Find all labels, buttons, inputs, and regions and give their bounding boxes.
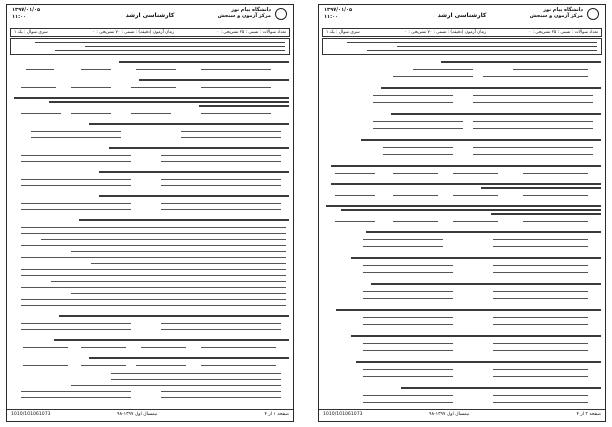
answer-option[interactable] — [21, 113, 61, 114]
answer-option[interactable] — [393, 76, 473, 77]
answer-option[interactable] — [523, 195, 588, 196]
answer-option[interactable] — [413, 69, 473, 70]
answer-option[interactable] — [201, 69, 271, 70]
answer-option[interactable] — [111, 373, 281, 374]
question-text — [341, 209, 601, 211]
answer-option[interactable] — [473, 95, 593, 96]
exam-level-title: کارشناسی ارشد — [437, 12, 487, 19]
answer-option[interactable] — [453, 221, 498, 222]
question-text — [481, 187, 601, 189]
exam-date: ۱۳۹۷/۰۱/۰۵ — [12, 7, 41, 13]
answer-option[interactable] — [23, 365, 68, 366]
question-text — [99, 195, 289, 197]
university-name-line: دانشگاه پیام نور — [231, 7, 271, 13]
question-text — [89, 357, 289, 359]
answer-option[interactable] — [201, 113, 271, 114]
question-text — [361, 139, 601, 141]
answer-option[interactable] — [21, 275, 286, 276]
answer-option[interactable] — [453, 173, 498, 174]
answer-option[interactable] — [131, 87, 176, 88]
answer-option[interactable] — [483, 76, 588, 77]
course-title-line — [397, 46, 597, 47]
answer-option[interactable] — [383, 154, 453, 155]
answer-option[interactable] — [383, 147, 453, 148]
answer-option[interactable] — [453, 195, 498, 196]
question-text — [331, 183, 601, 185]
exam-code: 1010/101061073 — [11, 412, 51, 417]
answer-option[interactable] — [21, 287, 286, 288]
page-header — [7, 5, 293, 27]
exam-info-bar — [322, 28, 602, 37]
answer-option[interactable] — [523, 173, 588, 174]
question-series: سری سوال : یک ۱ — [326, 30, 360, 35]
exam-datetime — [324, 7, 352, 20]
exam-date: ۱۳۹۷/۰۱/۰۵ — [324, 7, 353, 13]
university-name-line: مرکز آزمون و سنجش — [217, 13, 271, 19]
answer-option[interactable] — [363, 239, 443, 240]
question-text — [14, 97, 289, 99]
answer-option[interactable] — [473, 154, 593, 155]
answer-option[interactable] — [161, 203, 281, 204]
answer-option[interactable] — [523, 221, 588, 222]
answer-option[interactable] — [21, 329, 131, 330]
answer-option[interactable] — [71, 113, 111, 114]
answer-option[interactable] — [363, 369, 453, 370]
answer-option[interactable] — [71, 251, 286, 252]
answer-option[interactable] — [335, 195, 375, 196]
question-text — [371, 283, 601, 285]
answer-option[interactable] — [473, 128, 593, 129]
question-text — [401, 387, 601, 389]
answer-option[interactable] — [493, 291, 588, 292]
question-text — [351, 335, 601, 337]
question-text — [109, 147, 289, 149]
answer-option[interactable] — [493, 265, 588, 266]
answer-option[interactable] — [363, 402, 453, 403]
answer-option[interactable] — [335, 173, 375, 174]
answer-option[interactable] — [201, 365, 276, 366]
answer-option[interactable] — [21, 257, 286, 258]
answer-option[interactable] — [363, 265, 453, 266]
page-header — [319, 5, 605, 27]
question-text — [356, 361, 601, 363]
answer-option[interactable] — [81, 365, 126, 366]
answer-option[interactable] — [363, 376, 453, 377]
answer-option[interactable] — [373, 102, 453, 103]
page-footer — [319, 409, 605, 421]
answer-option[interactable] — [71, 293, 286, 294]
answer-option[interactable] — [493, 376, 588, 377]
answer-option[interactable] — [21, 269, 286, 270]
answer-option[interactable] — [21, 397, 131, 398]
question-text — [79, 219, 289, 221]
exam-time: ۱۱:۰۰ — [12, 13, 27, 20]
question-text — [391, 113, 601, 115]
answer-option[interactable] — [131, 113, 171, 114]
answer-option[interactable] — [91, 263, 286, 264]
answer-option[interactable] — [21, 391, 131, 392]
answer-option[interactable] — [363, 324, 453, 325]
answer-option[interactable] — [493, 298, 588, 299]
answer-option[interactable] — [363, 317, 453, 318]
answer-option[interactable] — [393, 221, 438, 222]
field-of-study-line — [367, 50, 597, 51]
answer-option[interactable] — [136, 69, 176, 70]
question-text — [99, 171, 289, 173]
answer-option[interactable] — [161, 397, 281, 398]
page-number: صفحه ۱ از ۴ — [264, 412, 289, 417]
answer-option[interactable] — [136, 365, 186, 366]
answer-option[interactable] — [181, 137, 281, 138]
question-text — [139, 79, 289, 81]
answer-option[interactable] — [161, 161, 281, 162]
page-number: صفحه ۲ از ۴ — [576, 412, 601, 417]
questions-area — [323, 59, 601, 409]
question-text — [336, 309, 601, 311]
question-text — [199, 105, 289, 107]
answer-option[interactable] — [71, 87, 111, 88]
answer-option[interactable] — [373, 121, 463, 122]
course-info-box — [322, 38, 602, 55]
answer-option[interactable] — [21, 185, 131, 186]
answer-option[interactable] — [473, 102, 593, 103]
answer-option[interactable] — [26, 69, 54, 70]
semester-label: نیمسال اول ۱۳۹۷-۹۸ — [117, 412, 158, 417]
exam-info-bar — [10, 28, 290, 37]
answer-option[interactable] — [41, 239, 286, 240]
question-text — [491, 213, 601, 215]
answer-option[interactable] — [21, 245, 286, 246]
answer-option[interactable] — [21, 305, 286, 306]
answer-option[interactable] — [31, 131, 121, 132]
answer-option[interactable] — [363, 298, 453, 299]
exam-duration: زمان آزمون (دقیقه) : تستی : ۷۰ تشریحی : ۰ — [92, 30, 174, 35]
course-info-box — [10, 38, 290, 55]
university-name-line: مرکز آزمون و سنجش — [529, 13, 583, 19]
answer-option[interactable] — [161, 209, 281, 210]
question-text — [54, 339, 289, 341]
page-footer — [7, 409, 293, 421]
course-title-line — [35, 42, 285, 43]
question-text — [119, 61, 289, 63]
answer-option[interactable] — [21, 87, 56, 88]
answer-option[interactable] — [493, 317, 588, 318]
answer-option[interactable] — [393, 195, 438, 196]
answer-option[interactable] — [161, 155, 281, 156]
answer-option[interactable] — [363, 395, 453, 396]
answer-option[interactable] — [201, 87, 271, 88]
question-count: تعداد سوالات : تستی : ۲۵ تشریحی : ۰ — [216, 30, 286, 35]
answer-option[interactable] — [81, 347, 126, 348]
answer-option[interactable] — [111, 379, 281, 380]
answer-option[interactable] — [21, 155, 131, 156]
answer-option[interactable] — [21, 203, 131, 204]
answer-option[interactable] — [373, 95, 453, 96]
answer-option[interactable] — [181, 131, 281, 132]
answer-option[interactable] — [81, 69, 111, 70]
answer-option[interactable] — [31, 137, 121, 138]
answer-option[interactable] — [373, 128, 463, 129]
answer-option[interactable] — [161, 179, 281, 180]
answer-option[interactable] — [21, 233, 286, 234]
answer-option[interactable] — [335, 221, 375, 222]
question-text — [49, 101, 289, 103]
answer-option[interactable] — [21, 323, 131, 324]
semester-label: نیمسال اول ۱۳۹۷-۹۸ — [429, 412, 470, 417]
question-text — [366, 231, 601, 233]
answer-option[interactable] — [363, 350, 453, 351]
answer-option[interactable] — [161, 391, 281, 392]
answer-option[interactable] — [493, 402, 588, 403]
field-of-study-line — [55, 50, 285, 51]
answer-option[interactable] — [393, 173, 438, 174]
exam-duration: زمان آزمون (دقیقه) : تستی : ۷۰ تشریحی : ۰ — [404, 30, 486, 35]
question-text — [331, 165, 601, 167]
question-text — [326, 205, 601, 207]
answer-option[interactable] — [21, 161, 131, 162]
answer-option[interactable] — [473, 121, 593, 122]
question-text — [381, 87, 601, 89]
answer-option[interactable] — [363, 291, 453, 292]
answer-option[interactable] — [493, 395, 588, 396]
answer-option[interactable] — [21, 209, 131, 210]
answer-option[interactable] — [71, 385, 281, 386]
answer-option[interactable] — [161, 185, 281, 186]
question-text — [441, 61, 601, 63]
university-name-line: دانشگاه پیام نور — [543, 7, 583, 13]
question-series: سری سوال : یک ۱ — [14, 30, 48, 35]
exam-code: 1010/101061073 — [323, 412, 363, 417]
question-text — [351, 257, 601, 259]
answer-option[interactable] — [161, 323, 281, 324]
question-text — [59, 315, 289, 317]
answer-option[interactable] — [363, 272, 453, 273]
questions-area — [11, 59, 289, 409]
answer-option[interactable] — [141, 347, 186, 348]
answer-option[interactable] — [493, 246, 588, 247]
answer-option[interactable] — [493, 272, 588, 273]
answer-option[interactable] — [473, 147, 593, 148]
course-title-line — [85, 46, 285, 47]
exam-page-1 — [6, 4, 294, 422]
answer-option[interactable] — [493, 369, 588, 370]
answer-option[interactable] — [493, 343, 588, 344]
answer-option[interactable] — [23, 347, 68, 348]
answer-option[interactable] — [201, 347, 276, 348]
answer-option[interactable] — [21, 227, 286, 228]
answer-option[interactable] — [513, 69, 588, 70]
course-title-line — [347, 42, 597, 43]
answer-option[interactable] — [363, 246, 443, 247]
answer-option[interactable] — [21, 179, 131, 180]
exam-datetime — [12, 7, 40, 20]
answer-option[interactable] — [493, 350, 588, 351]
exam-time: ۱۱:۰۰ — [324, 13, 339, 20]
exam-page-2 — [318, 4, 606, 422]
answer-option[interactable] — [493, 239, 588, 240]
question-text — [89, 123, 289, 125]
answer-option[interactable] — [51, 281, 286, 282]
answer-option[interactable] — [161, 329, 281, 330]
question-count: تعداد سوالات : تستی : ۲۵ تشریحی : ۰ — [528, 30, 598, 35]
answer-option[interactable] — [493, 324, 588, 325]
answer-option[interactable] — [21, 299, 286, 300]
exam-level-title: کارشناسی ارشد — [125, 12, 175, 19]
answer-option[interactable] — [363, 343, 453, 344]
